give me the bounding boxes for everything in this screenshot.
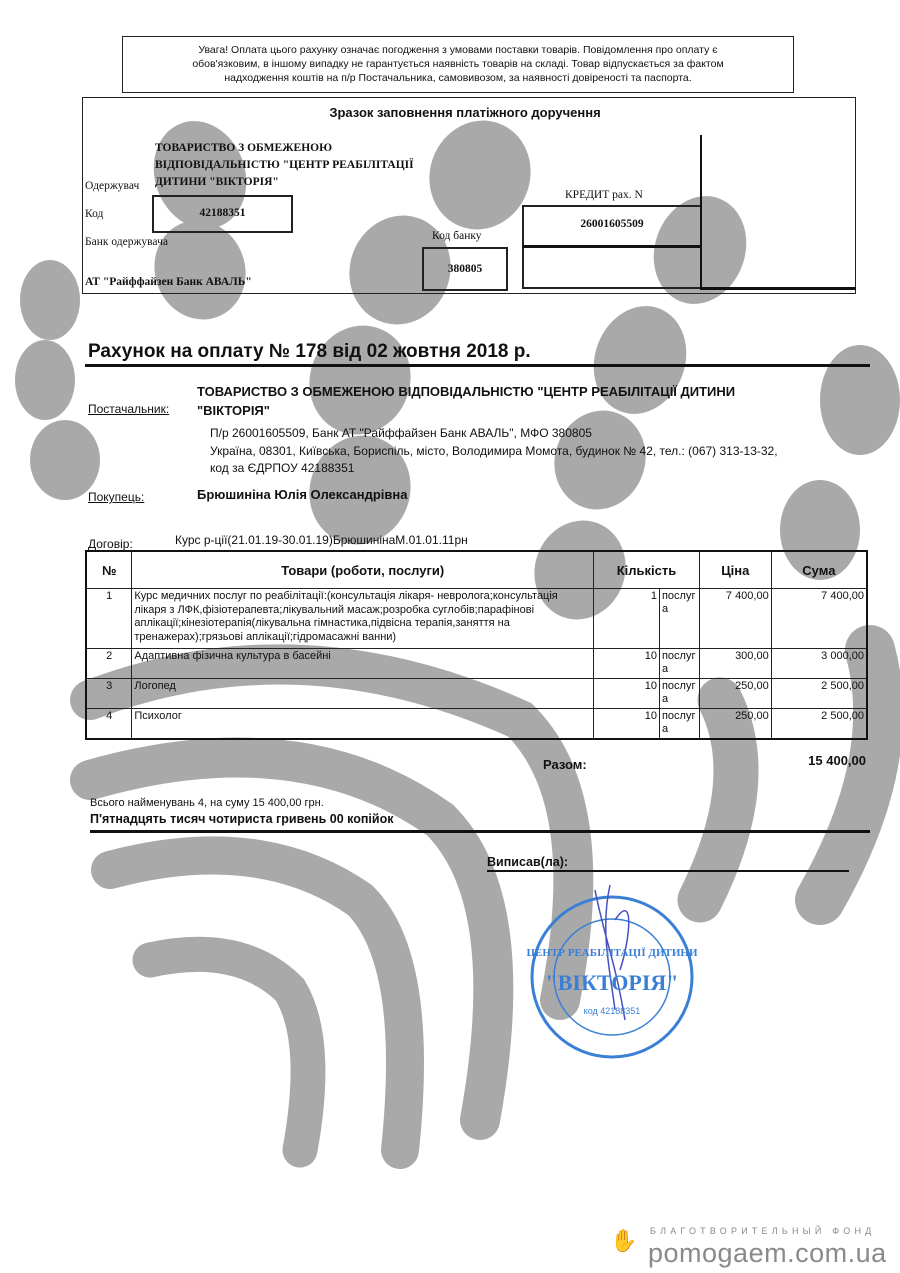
row-qty: 10 bbox=[594, 649, 660, 679]
supplier-label: Постачальник: bbox=[88, 402, 170, 416]
divider bbox=[85, 364, 870, 367]
hand-logo-icon: ✋ bbox=[610, 1228, 638, 1253]
notice-line: Увага! Оплата цього рахунку означає погодження з умовами поставки товарів. Повідомлення про оплату є bbox=[198, 44, 718, 56]
bank-label: Банк одержувача bbox=[85, 236, 168, 248]
bank-code-label: Код банку bbox=[432, 230, 482, 242]
row-name: Курс медичних послуг по реабілітації:(консультація лікаря- невролога;консультація лікаря з ЛФК,фізіотерапевта;лікувальний масаж;розробка суглобів;парафінові аплікації;кінезіотерапія(лікувальна гімнастика,підвісна терапія,заняття на тренажерах);грязьові аплікації;гідромасажні ванни) bbox=[132, 589, 594, 649]
row-qty: 10 bbox=[594, 709, 660, 739]
credit-account: 26001605509 bbox=[580, 218, 644, 230]
bank-code: 380805 bbox=[422, 247, 508, 291]
payment-notice bbox=[122, 36, 794, 93]
items-count-line: Всього найменувань 4, на суму 15 400,00 грн. bbox=[90, 797, 324, 809]
row-sum: 2 500,00 bbox=[771, 709, 867, 739]
supplier-detail-line: Україна, 08301, Київська, Бориспіль, місто, Володимира Момота, будинок № 42, тел.: (067) 313-13-32, bbox=[210, 443, 778, 458]
table-row bbox=[86, 709, 867, 739]
header-sum: Сума bbox=[771, 551, 867, 589]
divider bbox=[700, 287, 856, 290]
svg-text:"ВІКТОРІЯ": "ВІКТОРІЯ" bbox=[545, 970, 679, 995]
recipient-name-line: ТОВАРИСТВО З ОБМЕЖЕНОЮ bbox=[155, 142, 333, 154]
table-header-row bbox=[86, 551, 867, 589]
recipient-code: 42188351 bbox=[152, 195, 293, 233]
total-value: 15 400,00 bbox=[808, 753, 866, 768]
buyer-name: Брюшиніна Юлія Олександрівна bbox=[197, 487, 408, 502]
row-no: 1 bbox=[86, 589, 132, 649]
divider bbox=[522, 245, 702, 248]
bank-name: АТ "Райффайзен Банк АВАЛЬ" bbox=[85, 276, 252, 288]
row-unit: послуга bbox=[659, 649, 699, 679]
company-stamp-icon bbox=[515, 880, 715, 1070]
row-no: 2 bbox=[86, 649, 132, 679]
divider bbox=[700, 135, 702, 289]
svg-text:код 42188351: код 42188351 bbox=[583, 1006, 641, 1016]
row-name: Логопед bbox=[132, 679, 594, 709]
issued-by-label: Виписав(ла): bbox=[487, 855, 569, 869]
row-sum: 2 500,00 bbox=[771, 679, 867, 709]
row-price: 250,00 bbox=[699, 679, 771, 709]
table-row bbox=[86, 589, 867, 649]
row-name: Психолог bbox=[132, 709, 594, 739]
invoice-title: Рахунок на оплату № 178 від 02 жовтня 2018 р. bbox=[88, 341, 531, 362]
row-no: 4 bbox=[86, 709, 132, 739]
header-no: № bbox=[86, 551, 132, 589]
buyer-label: Покупець: bbox=[88, 490, 145, 504]
header-name: Товари (роботи, послуги) bbox=[132, 551, 594, 589]
items-table bbox=[85, 550, 868, 740]
payment-sample-title: Зразок заповнення платіжного доручення bbox=[329, 105, 601, 120]
supplier-name-line: ТОВАРИСТВО З ОБМЕЖЕНОЮ ВІДПОВІДАЛЬНІСТЮ "ЦЕНТР РЕАБІЛІТАЦІЇ ДИТИНИ bbox=[197, 384, 736, 399]
recipient-name bbox=[155, 140, 414, 191]
supplier-name bbox=[197, 382, 735, 420]
row-unit: послуга bbox=[659, 679, 699, 709]
row-qty: 10 bbox=[594, 679, 660, 709]
supplier-detail-line: П/р 26001605509, Банк АТ "Райффайзен Банк АВАЛЬ", МФО 380805 bbox=[210, 426, 592, 440]
supplier-details bbox=[210, 425, 778, 478]
header-price: Ціна bbox=[699, 551, 771, 589]
logo-tagline: БЛАГОТВОРИТЕЛЬНЫЙ ФОНД bbox=[650, 1226, 876, 1236]
row-no: 3 bbox=[86, 679, 132, 709]
row-name: Адаптивна фізична культура в басейні bbox=[132, 649, 594, 679]
row-price: 300,00 bbox=[699, 649, 771, 679]
signature-line bbox=[487, 870, 849, 872]
code-label: Код bbox=[85, 208, 104, 220]
recipient-label: Одержувач bbox=[85, 180, 140, 192]
svg-text:ЦЕНТР РЕАБІЛІТАЦІЇ ДИТИНИ: ЦЕНТР РЕАБІЛІТАЦІЇ ДИТИНИ bbox=[526, 947, 698, 959]
contract-label: Договір: bbox=[88, 537, 133, 551]
supplier-detail-line: код за ЄДРПОУ 42188351 bbox=[210, 461, 355, 475]
credit-label: КРЕДИТ рах. N bbox=[565, 189, 643, 201]
row-price: 250,00 bbox=[699, 709, 771, 739]
recipient-name-line: ВІДПОВІДАЛЬНІСТЮ "ЦЕНТР РЕАБІЛІТАЦІЇ bbox=[155, 159, 414, 171]
contract-value: Курс р-ції(21.01.19-30.01.19)БрюшинінаМ.01.01.11рн bbox=[175, 533, 468, 547]
notice-line: надходження коштів на п/р Постачальника, самовивозом, за наявності довіреності та паспорта. bbox=[224, 72, 692, 84]
row-unit: послуга bbox=[659, 709, 699, 739]
logo-site: pomogaem.com.ua bbox=[648, 1238, 887, 1268]
row-sum: 7 400,00 bbox=[771, 589, 867, 649]
row-price: 7 400,00 bbox=[699, 589, 771, 649]
row-qty: 1 bbox=[594, 589, 660, 649]
supplier-name-line: "ВІКТОРІЯ" bbox=[197, 403, 270, 418]
row-sum: 3 000,00 bbox=[771, 649, 867, 679]
amount-in-words: П'ятнадцять тисяч чотириста гривень 00 копійок bbox=[90, 812, 394, 826]
recipient-name-line: ДИТИНИ "ВІКТОРІЯ" bbox=[155, 176, 279, 188]
divider bbox=[90, 830, 870, 833]
header-qty: Кількість bbox=[594, 551, 700, 589]
table-row bbox=[86, 679, 867, 709]
notice-line: обов'язковим, в іншому випадку не гарантується наявність товарів на складі. Товар відпускається за фактом bbox=[192, 58, 724, 70]
row-unit: послуга bbox=[659, 589, 699, 649]
table-row bbox=[86, 649, 867, 679]
total-label: Разом: bbox=[543, 757, 587, 772]
